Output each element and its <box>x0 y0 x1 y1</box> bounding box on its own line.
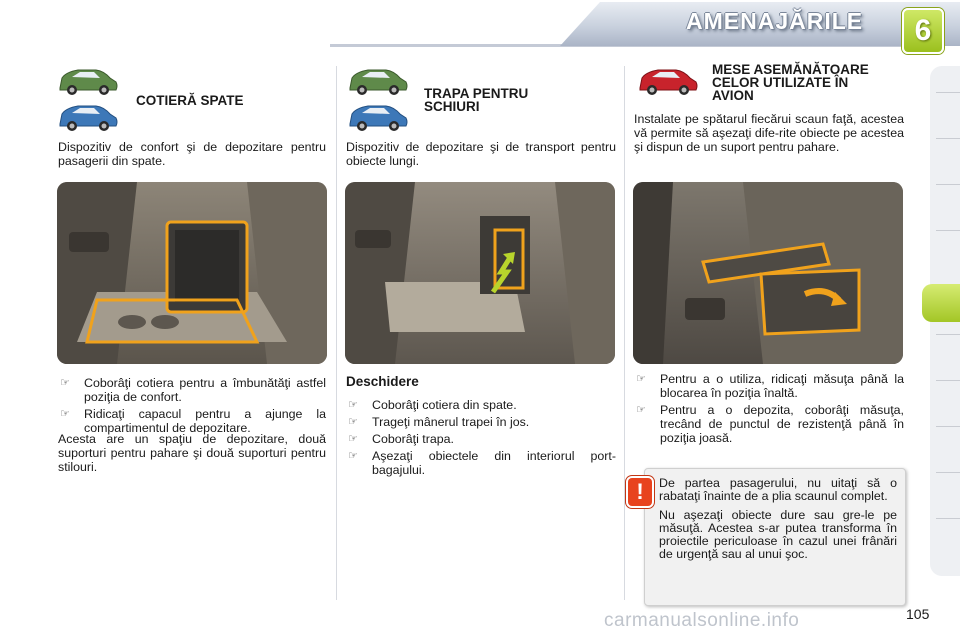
side-tab-divider <box>936 92 960 93</box>
pointing-hand-icon: ☞ <box>60 377 70 389</box>
list-item <box>346 398 616 412</box>
rear-armrest-note: Acesta are un spaţiu de depozitare, două suporturi pentru pahare şi două suporturi pentru stilouri. <box>58 432 326 474</box>
side-tab-divider <box>936 334 960 335</box>
rear-armrest-steps <box>58 376 326 438</box>
chapter-title: AMENAJĂRILE <box>686 8 864 34</box>
section-title-rear-armrest: COTIERĂ SPATE <box>136 93 244 108</box>
list-item <box>346 449 616 477</box>
car-red-icon <box>634 64 702 98</box>
airplane-tables-intro: Instalate pe spătarul fiecărui scaun faţă, acestea vă permite să aşezaţi dife-rite obiecte pe acestea şi dispun de un suport pentru pahare. <box>634 112 904 154</box>
title-line: AVION <box>712 88 754 103</box>
column-separator <box>624 66 625 600</box>
ski-hatch-steps <box>346 398 616 480</box>
car-blue-icon <box>56 100 120 134</box>
warning-box <box>644 468 906 606</box>
pointing-hand-icon: ☞ <box>636 404 646 416</box>
step-text: Trageţi mânerul trapei în jos. <box>372 415 530 429</box>
column-separator <box>336 66 337 600</box>
pointing-hand-icon: ☞ <box>348 450 358 462</box>
side-tab-divider <box>936 518 960 519</box>
list-item <box>634 403 904 445</box>
car-green-icon <box>56 64 120 98</box>
title-line: TRAPA PENTRU <box>424 86 529 101</box>
subsection-title-opening: Deschidere <box>346 374 419 389</box>
step-text: Aşezaţi obiectele din interiorul port-bagajului. <box>372 449 616 477</box>
list-item <box>634 372 904 400</box>
title-line: CELOR UTILIZATE ÎN <box>712 75 849 90</box>
pointing-hand-icon: ☞ <box>348 416 358 428</box>
pointing-hand-icon: ☞ <box>636 373 646 385</box>
step-text: Coborâţi trapa. <box>372 432 454 446</box>
warning-text: De partea pasagerului, nu uitaţi să o rabataţi înainte de a plia scaunul complet. <box>659 476 897 503</box>
side-tab-divider <box>936 230 960 231</box>
step-text: Ridicaţi capacul pentru a ajunge la compartimentul de depozitare. <box>84 407 326 435</box>
airplane-table-steps <box>634 372 904 448</box>
section-title-ski-hatch <box>424 87 528 113</box>
step-text: Coborâţi cotiera pentru a îmbunătăţi astfel poziţia de confort. <box>84 376 326 404</box>
list-item <box>58 376 326 404</box>
list-item <box>58 407 326 435</box>
airplane-table-photo <box>633 182 903 364</box>
car-blue-icon <box>346 100 410 134</box>
side-tab-divider <box>936 472 960 473</box>
ski-hatch-photo <box>345 182 615 364</box>
side-tab-divider <box>936 184 960 185</box>
side-tab-divider <box>936 138 960 139</box>
watermark: carmanualsonline.info <box>604 610 800 631</box>
pointing-hand-icon: ☞ <box>60 408 70 420</box>
title-line: SCHIURI <box>424 99 480 114</box>
section-title-airplane-tables <box>712 63 869 102</box>
warning-text: Nu aşezaţi obiecte dure sau gre-le pe măsuţă. Acestea s-ar putea transforma în proiectile periculoase în cazul unei frânări de urgenţă sau al unui şoc. <box>659 508 897 561</box>
ski-hatch-intro: Dispozitiv de depozitare şi de transport pentru obiecte lungi. <box>346 140 616 168</box>
step-text: Pentru a o utiliza, ridicaţi măsuţa până la blocarea în poziţia înaltă. <box>660 372 904 400</box>
pointing-hand-icon: ☞ <box>348 433 358 445</box>
rear-armrest-intro: Dispozitiv de confort şi de depozitare pentru pasagerii din spate. <box>58 140 326 168</box>
page-header <box>0 0 960 60</box>
step-text: Coborâţi cotiera din spate. <box>372 398 517 412</box>
list-item <box>346 415 616 429</box>
page-number: 105 <box>906 606 930 622</box>
title-line: MESE ASEMĂNĂTOARE <box>712 62 869 77</box>
side-tab-divider <box>936 426 960 427</box>
rear-armrest-photo <box>57 182 327 364</box>
car-green-icon <box>346 64 410 98</box>
side-tab-current-chapter[interactable] <box>922 284 960 322</box>
list-item <box>346 432 616 446</box>
pointing-hand-icon: ☞ <box>348 399 358 411</box>
chapter-number-badge: 6 <box>902 8 944 54</box>
warning-icon: ! <box>628 478 652 506</box>
step-text: Pentru a o depozita, coborâţi măsuţa, trecând de punctul de rezistenţă până în poziţia joasă. <box>660 403 904 445</box>
side-tab-divider <box>936 380 960 381</box>
